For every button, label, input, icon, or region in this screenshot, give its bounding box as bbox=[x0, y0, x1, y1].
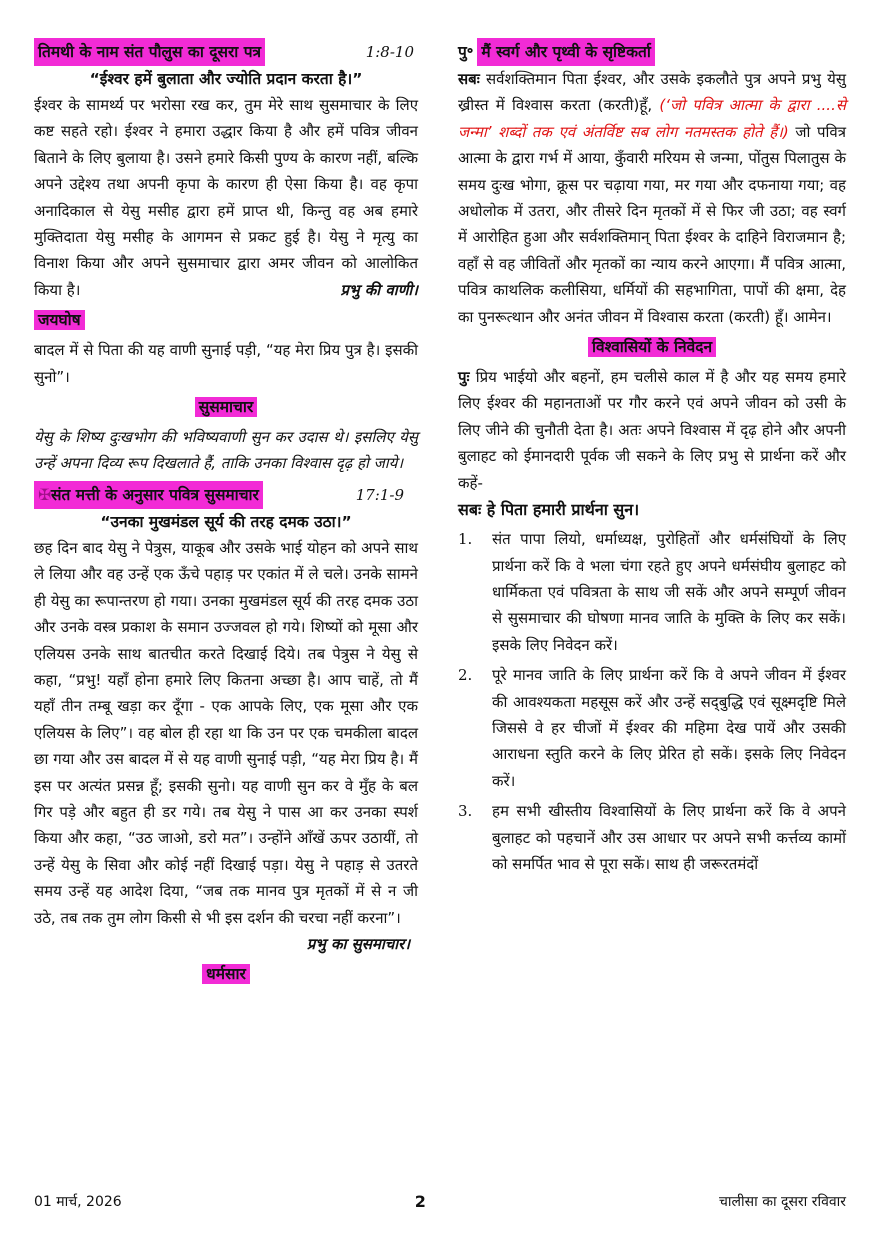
footer-date: 01 मार्च, 2026 bbox=[34, 1194, 122, 1210]
list-item bbox=[458, 798, 846, 877]
reading2-title: तिमथी के नाम संत पौलुस का दूसरा पत्र bbox=[34, 38, 265, 66]
list-item bbox=[458, 662, 846, 794]
creed-title-row bbox=[458, 38, 846, 66]
gospel-title: संत मत्ती के अनुसार पवित्र सुसमाचार bbox=[51, 485, 259, 504]
item-text: पूरे मानव जाति के लिए प्रार्थना करें कि वे अपने जीवन में ईश्वर की आवश्यकता महसूस करें और उन्हें सद्‌बुद्धि एवं सूक्ष्मदृष्टि मिले जिससे वे हर चीजों में ईश्वर की महिमा देख पायें और उसकी आराधना स्तुति करने के लिए प्रेरित हो सकें। इसके लिए निवेदन करें। bbox=[492, 666, 846, 790]
page-number: 2 bbox=[414, 1192, 426, 1211]
prayers-intro-text: प्रिय भाईयो और बहनों, हम चलीसे काल में है और यह समय हमारे लिए ईश्वर की महानताओं पर गौर करने एवं अपने जीवन को उसी के लिए जीने की चुनौती देता है। अतः अपने विश्वास में दृढ़ होने और अपनी बुलाहट को ईमानदारी पूर्वक जी सकने के लिए प्रभु से प्रार्थना करें और कहें- bbox=[458, 368, 846, 492]
item-text: हम सभी खीस्तीय विश्वासियों के लिए प्रार्थना करें कि वे अपने बुलाहट को पहचानें और उस आधार पर अपने सभी कर्त्तव्य कामों को समर्पित भाव से पूरा सकें। साथ ही जरूरतमंदों bbox=[492, 802, 846, 873]
page-footer bbox=[34, 1192, 846, 1211]
creed-text1: सर्वशक्तिमान पिता ईश्वर, और उसके इकलौते पुत्र अपने प्रभु येसु ख्रीस्त में विश्वास करता (करती)हूँ, bbox=[458, 70, 846, 115]
reading2-body bbox=[34, 92, 418, 303]
prayers-intro bbox=[458, 364, 846, 496]
gospel-title-wrap bbox=[34, 481, 263, 509]
prayers-title: विश्वासियों के निवेदन bbox=[588, 337, 716, 357]
creed-rubric: (‘जो पवित्र आत्मा के द्वारा ....से जन्मा’ शब्दों तक एवं अंतर्विष्ट सब लोग नतमस्तक होते हैं।) bbox=[458, 96, 846, 141]
gospel-body: छह दिन बाद येसु ने पेत्रुस, याकूब और उसके भाई योहन को अपने साथ ले लिया और वह उन्हें एक ऊँचे पहाड़ पर एकांत में ले चले। उनके सामने ही येसु का रूपान्तरण हो गया। उनका मुखमंडल सूर्य की तरह दमक उठा और उनके वस्त्र प्रकाश के समान उज्जवल हो गये। शिष्यों को मूसा और एलियस उनके साथ बातचीत करते दिखाई दिये। तब पेत्रुस ने येसु से कहा, “प्रभु! यहाँ होना हमारे लिए कितना अच्छा है। आप चाहें, तो मैं यहाँ तीन तम्बू खड़ा कर दूँगा - एक आपके लिए, एक मूसा और एक एलियस के लिए”। वह बोल ही रहा था कि उन पर एक चमकीला बादल छा गया और उस बादल में से यह वाणी सुनाई पड़ी, “यह मेरा प्रिय है। मैं इस पर अत्यंत प्रसन्न हूँ; इसकी सुनो। यह वाणी सुन कर वे मुँह के बल गिर पड़े और बहुत ही डर गये। तब येसु ने पास आ कर उनका स्पर्श किया और कहा, “उठ जाओ, डरो मत”। उन्होंने आँखें ऊपर उठायीं, तो उन्हें येसु के सिवा और कोई नहीं दिखाई पड़ा। येसु ने पहाड़ से उतरते समय उन्हें यह आदेश दिया, “जब तक मानव पुत्र मृतकों में से न जी उठे, तब तक तुम लोग किसी से भी इस दर्शन की चरचा नहीं करना”। bbox=[34, 538, 418, 927]
creed-heading-label: धर्मसार bbox=[202, 964, 250, 984]
creed-prefix: पु॰ bbox=[458, 43, 474, 61]
gospel-closing: प्रभु का सुसमाचार। bbox=[306, 934, 410, 953]
reading2-closing: प्रभु की वाणी। bbox=[340, 280, 418, 299]
right-column bbox=[458, 38, 846, 881]
left-column bbox=[34, 38, 418, 991]
creed-body bbox=[458, 66, 846, 330]
prayers-heading bbox=[458, 332, 846, 362]
cross-icon: ✠ bbox=[38, 485, 51, 504]
creed-text2: जो पवित्र आत्मा के द्वारा गर्भ में आया, कुँवारी मरियम से जन्मा, पोंतुस पिलातुस के समय दुःख भोगा, क्रूस पर चढ़ाया गया, मर गया और दफनाया गया; वह अधोलोक में उतरा, और तीसरे दिन मृतकों में से फिर जी उठा; वह स्वर्ग में आरोहित हुआ और सर्वशक्तिमान् पिता ईश्वर के दाहिने विराजमान है; वहाँ से वह जीवितों और मृतकों का न्याय करने आएगा। मैं पवित्र आत्मा, पवित्र काथलिक कलीसिया, धर्मियों की सहभागिता, पापों की क्षमा, देह का पुनरूत्थान और अनंत जीवन में विश्वास करता (करती) हूँ। आमेन। bbox=[458, 122, 846, 326]
item-number: 2. bbox=[458, 666, 473, 685]
gospel-intro-heading bbox=[34, 392, 418, 422]
item-text: संत पापा लियो, धर्माध्यक्ष, पुरोहितों और धर्मसंघियों के लिए प्रार्थना करें कि वे भला चंगा रहते हुए अपने धर्मसंघीय बुलाहट को धार्मिकता एवं पवित्रता के साथ जी सकें और अपने सम्पूर्ण जीवन से सुसमाचार की घोषणा मानव जाति के मुक्ति के लिए कर सकें। इसके लिए निवेदन करें। bbox=[492, 530, 846, 654]
prayers-list bbox=[458, 526, 846, 877]
list-item bbox=[458, 526, 846, 658]
gospel-intro-body: येसु के शिष्य दुःखभोग की भविष्यवाणी सुन कर उदास थे। इसलिए येसु उन्हें अपना दिव्य रूप दिखलाते हैं, ताकि उनका विश्वास दृढ़ हो जाये। bbox=[34, 428, 418, 473]
prayers-label: पुः bbox=[458, 368, 470, 387]
reading2-text: ईश्वर के सामर्थ्य पर भरोसा रख कर, तुम मेरे साथ सुसमाचार के लिए कष्ट सहते रहो। ईश्वर ने हमारा उद्धार किया है और हमें पवित्र जीवन बिताने के लिए बुलाया है। उसने हमारे किसी पुण्य के कारण नहीं, बल्कि अपने उद्देश्य तथा अपनी कृपा के कारण ही ऐसा किया है। वह कृपा अनादिकाल से येसु मसीह द्वारा हमें प्राप्त थी, किन्तु वह अब हमारे मुक्तिदाता येसु मसीह के आगमन से प्रकट हुई है। येसु ने मृत्यु का विनाश किया और अपने सुसमाचार द्वारा अमर जीवन को आलोकित किया है। bbox=[34, 96, 418, 299]
gospel-heading bbox=[34, 481, 418, 509]
creed-label: सबः bbox=[458, 70, 480, 88]
gospel-quote: “उनका मुखमंडल सूर्य की तरह दमक उठा।” bbox=[100, 512, 352, 531]
creed-heading bbox=[34, 959, 418, 989]
acclamation-heading bbox=[34, 305, 418, 335]
acclamation-title: जयघोष bbox=[34, 310, 85, 330]
creed-title: मैं स्वर्ग और पृथ्वी के सृष्टिकर्ता bbox=[477, 38, 654, 66]
reading2-heading bbox=[34, 38, 418, 66]
item-number: 3. bbox=[458, 802, 473, 821]
reading2-quote: “ईश्वर हमें बुलाता और ज्योति प्रदान करता है।” bbox=[89, 70, 363, 88]
acclamation-body: बादल में से पिता की यह वाणी सुनाई पड़ी, “यह मेरा प्रिय पुत्र है। इसकी सुनो”। bbox=[34, 341, 418, 386]
item-number: 1. bbox=[458, 530, 473, 549]
prayers-response: सबः हे पिता हमारी प्रार्थना सुन। bbox=[458, 500, 640, 520]
reading2-ref: 1:8-10 bbox=[365, 43, 414, 61]
footer-sunday: चालीसा का दूसरा रविवार bbox=[719, 1194, 846, 1210]
gospel-intro-title: सुसमाचार bbox=[195, 397, 257, 417]
gospel-ref: 17:1-9 bbox=[355, 485, 404, 504]
